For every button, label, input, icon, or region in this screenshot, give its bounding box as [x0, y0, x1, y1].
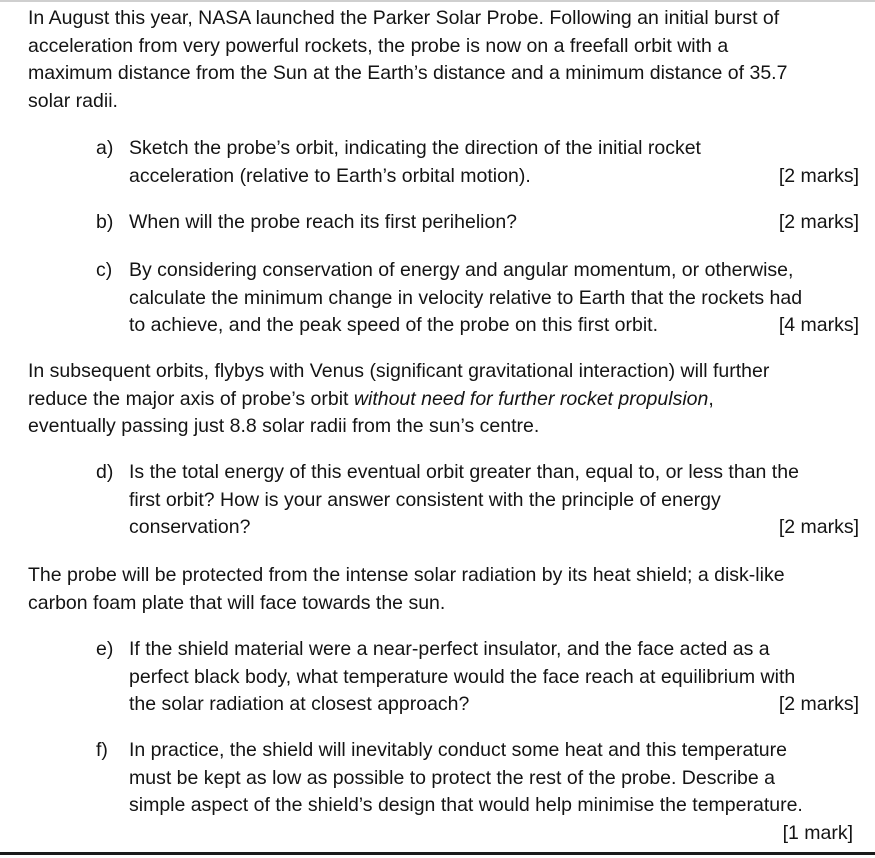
question-f-label: f) [96, 739, 108, 761]
question-e-marks: [2 marks] [778, 693, 859, 715]
venus-line: In subsequent orbits, flybys with Venus (significant gravitational interaction) will further [28, 360, 770, 382]
question-d-line: Is the total energy of this eventual orbit greater than, equal to, or less than the [129, 461, 799, 483]
question-e-text: the solar radiation at closest approach? [129, 693, 470, 715]
question-f-marks-line [129, 820, 861, 848]
intro-paragraph [28, 5, 858, 115]
venus-line-emphasis: without need for further rocket propulsion [353, 387, 709, 410]
venus-line-text: reduce the major axis of probe’s orbit [28, 387, 354, 410]
intro-line: solar radii. [28, 89, 118, 112]
question-d-marks: [2 marks] [778, 516, 859, 538]
venus-paragraph [28, 358, 858, 441]
question-f-line: must be kept as low as possible to protect the rest of the probe. Describe a [129, 766, 776, 789]
question-c-line: By considering conservation of energy and angular momentum, or otherwise, [129, 259, 794, 281]
question-d-line: first orbit? How is your answer consistent with the principle of energy [129, 488, 721, 511]
question-e-line [129, 691, 861, 719]
question-b [129, 209, 861, 237]
question-c-label: c) [96, 259, 113, 281]
question-f-line: simple aspect of the shield’s design that would help minimise the temperature. [129, 794, 803, 816]
question-b-text: When will the probe reach its first perihelion? [129, 211, 518, 233]
question-e [129, 636, 861, 719]
question-a-text: acceleration (relative to Earth’s orbital motion). [129, 164, 531, 187]
question-b-marks: [2 marks] [778, 211, 859, 233]
question-f-line: In practice, the shield will inevitably conduct some heat and this temperature [129, 739, 787, 761]
question-b-label: b) [96, 211, 114, 233]
question-c [129, 257, 861, 340]
question-e-label: e) [96, 638, 114, 660]
question-d-label: d) [96, 461, 114, 483]
shield-line: carbon foam plate that will face towards the sun. [28, 591, 446, 614]
top-rule [0, 0, 875, 2]
question-c-line: calculate the minimum change in velocity relative to Earth that the rockets had [129, 286, 803, 309]
venus-line-punct: , [708, 387, 714, 410]
question-b-line [129, 209, 861, 237]
shield-paragraph [28, 562, 858, 617]
question-a [129, 135, 861, 190]
question-c-text: to achieve, and the peak speed of the probe on this first orbit. [129, 314, 659, 336]
question-c-marks: [4 marks] [778, 314, 859, 336]
question-d-text: conservation? [129, 516, 251, 538]
question-a-label: a) [96, 137, 114, 159]
question-e-line: perfect black body, what temperature would the face reach at equilibrium with [129, 665, 796, 688]
intro-line: maximum distance from the Sun at the Earth’s distance and a minimum distance of 35.7 [28, 62, 788, 84]
question-a-line: Sketch the probe’s orbit, indicating the direction of the initial rocket [129, 137, 701, 159]
question-e-line: If the shield material were a near-perfect insulator, and the face acted as a [129, 638, 770, 660]
intro-line: acceleration from very powerful rockets, the probe is now on a freefall orbit with a [28, 34, 729, 57]
question-a-line [129, 163, 861, 191]
venus-line: eventually passing just 8.8 solar radii from the sun’s centre. [28, 415, 540, 437]
bottom-rule [0, 852, 875, 855]
question-d-line [129, 514, 861, 542]
question-f [129, 737, 861, 847]
question-d [129, 459, 861, 542]
venus-line [28, 386, 858, 414]
question-f-marks: [1 mark] [782, 821, 853, 844]
question-a-marks: [2 marks] [778, 164, 859, 187]
question-c-line [129, 312, 861, 340]
shield-line: The probe will be protected from the intense solar radiation by its heat shield; a disk-like [28, 564, 785, 586]
intro-line: In August this year, NASA launched the Parker Solar Probe. Following an initial burst of [28, 7, 780, 29]
